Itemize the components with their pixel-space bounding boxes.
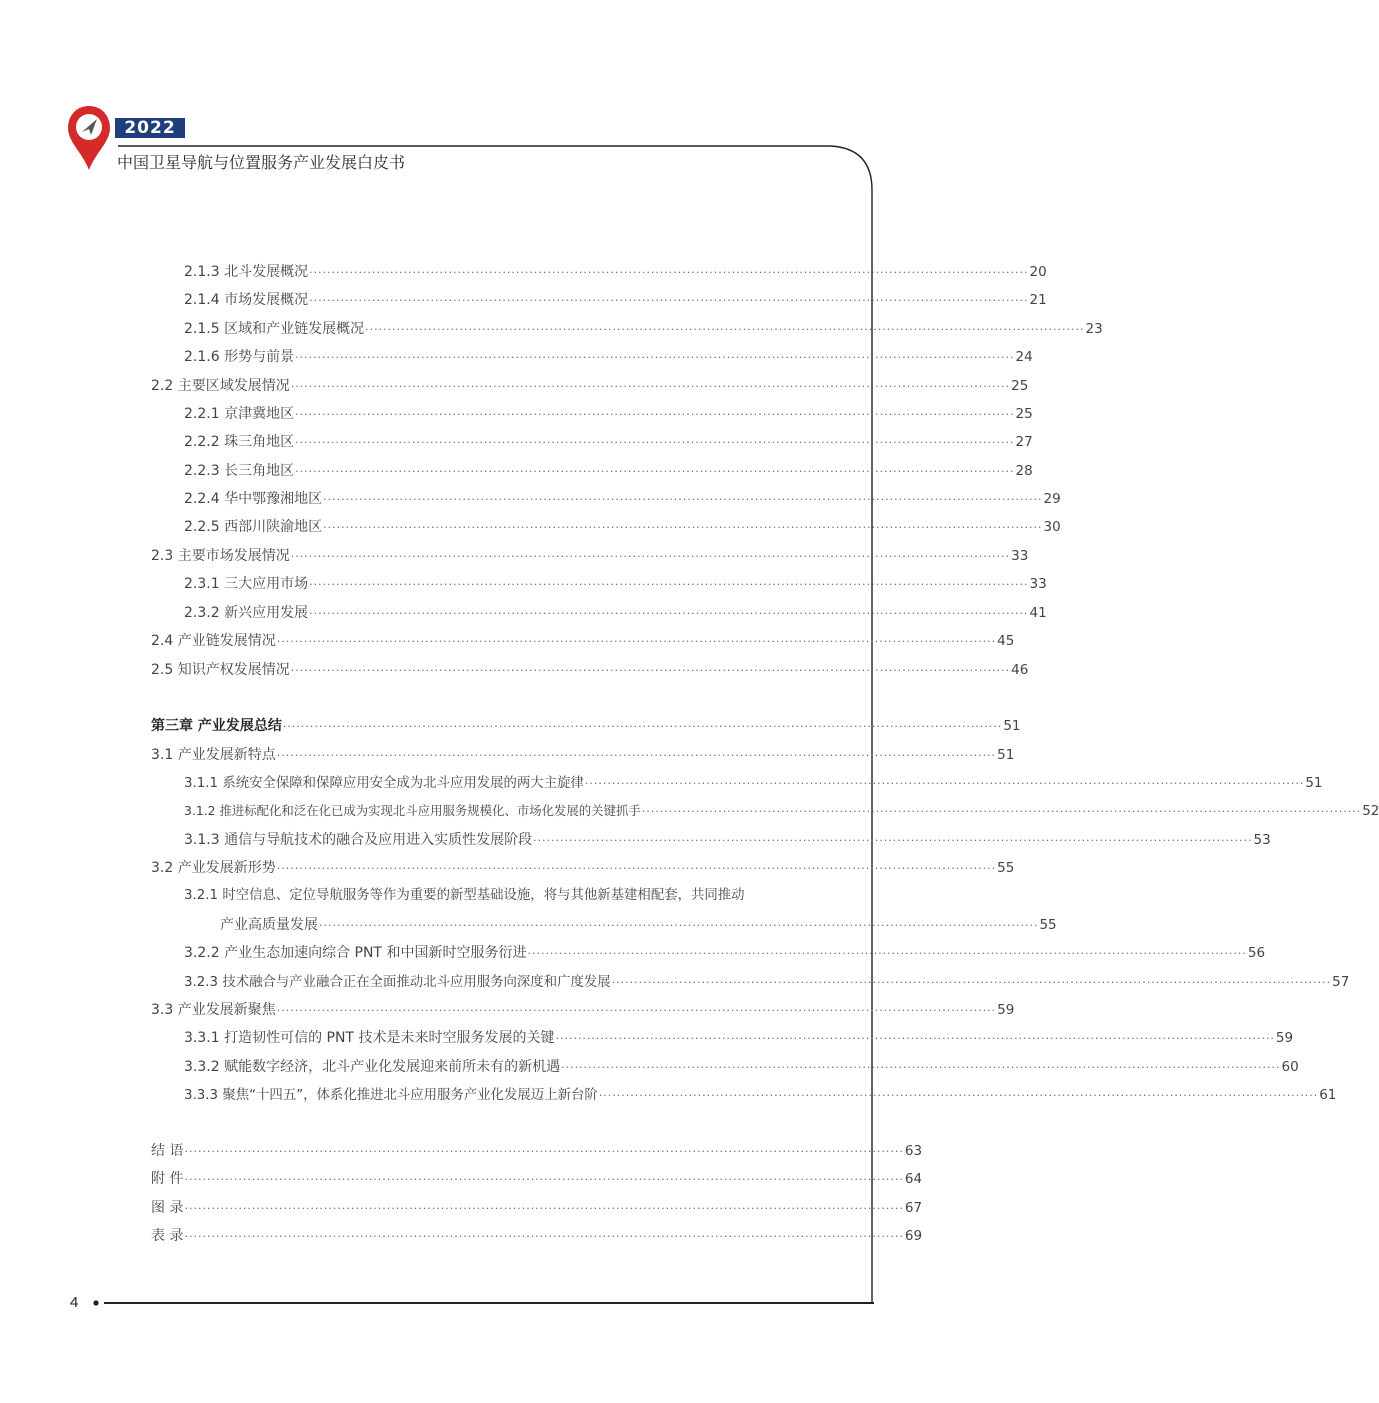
toc-entry[interactable]: 2.2.3 长三角地区 ································································································································································ 28 [184, 463, 1033, 479]
toc-entry[interactable]: 3.2.3 技术融合与产业融合正在全面推动北斗应用服务向深度和广度发展 ································································································································································ 57 [184, 974, 1350, 990]
toc-entry[interactable]: 3.2 产业发展新形势 ································································································································································ 55 [151, 860, 1015, 876]
toc-entry[interactable]: 2.1.3 北斗发展概况 ································································································································································ 20 [184, 264, 1047, 280]
toc-entry[interactable]: 表 录 ································································································································································ 69 [151, 1228, 923, 1244]
toc-entry[interactable]: 2.2.4 华中鄂豫湘地区 ································································································································································ 29 [184, 491, 1061, 507]
toc-entry[interactable]: 2.4 产业链发展情况 ································································································································································ 45 [151, 633, 1015, 649]
toc-entry[interactable]: 2.3 主要市场发展情况 ································································································································································ 33 [151, 548, 1029, 564]
toc-entry[interactable]: 2.1.4 市场发展概况 ································································································································································ 21 [184, 292, 1047, 308]
toc-entry[interactable]: 3.3.1 打造韧性可信的 PNT 技术是未来时空服务发展的关键 ································································································································································ 59 [184, 1030, 1294, 1046]
toc-entry[interactable]: 3.3.2 赋能数字经济，北斗产业化发展迎来前所未有的新机遇 ································································································································································ 60 [184, 1059, 1299, 1075]
toc-entry[interactable]: 3.1.2 推进标配化和泛在化已成为实现北斗应用服务规模化、市场化发展的关键抓手 ································································································································································ 52 [184, 803, 1379, 819]
toc-entry[interactable]: 2.3.1 三大应用市场 ································································································································································ 33 [184, 576, 1047, 592]
toc-entry[interactable]: 2.2.5 西部川陕渝地区 ································································································································································ 30 [184, 519, 1061, 535]
toc-entry[interactable]: 2.1.5 区域和产业链发展概况 ································································································································································ 23 [184, 321, 1103, 337]
toc-entry-continuation[interactable]: 3.2.1 时空信息、定位导航服务等作为重要的新型基础设施，将与其他新基建相配套，共同推动 [184, 888, 745, 903]
toc-entry[interactable]: 3.1.1 系统安全保障和保障应用安全成为北斗应用发展的两大主旋律 ································································································································································ 51 [184, 775, 1323, 791]
book-title: 中国卫星导航与位置服务产业发展白皮书 [117, 153, 406, 172]
toc-entry[interactable]: 附 件 ································································································································································ 64 [151, 1171, 923, 1187]
toc-chapter-entry[interactable]: 第三章 产业发展总结 ································································································································································ 51 [151, 718, 1021, 734]
toc-entry[interactable]: 3.3.3 聚焦“十四五”，体系化推进北斗应用服务产业化发展迈上新台阶 ································································································································································ 61 [184, 1087, 1337, 1103]
toc-entry[interactable]: 2.2 主要区域发展情况 ································································································································································ 25 [151, 378, 1029, 394]
toc-entry[interactable]: 3.1 产业发展新特点 ································································································································································ 51 [151, 747, 1015, 763]
toc-entry[interactable]: 结 语 ································································································································································ 63 [151, 1143, 923, 1159]
toc-entry[interactable]: 图 录 ································································································································································ 67 [151, 1200, 923, 1216]
toc-entry[interactable]: 2.2.1 京津冀地区 ································································································································································ 25 [184, 406, 1033, 422]
year-badge: 2022 [115, 118, 185, 138]
page-number: 4 [70, 1294, 79, 1311]
toc-entry[interactable]: 3.1.3 通信与导航技术的融合及应用进入实质性发展阶段 ································································································································································ 53 [184, 832, 1271, 848]
toc-entry[interactable]: 3.2.2 产业生态加速向综合 PNT 和中国新时空服务衍进 ································································································································································ 56 [184, 945, 1266, 961]
toc-entry[interactable]: 2.2.2 珠三角地区 ································································································································································ 27 [184, 434, 1033, 450]
toc-entry[interactable]: 2.3.2 新兴应用发展 ································································································································································ 41 [184, 605, 1047, 621]
toc-entry[interactable]: 3.3 产业发展新聚焦 ································································································································································ 59 [151, 1002, 1015, 1018]
toc-entry[interactable]: 产业高质量发展 ································································································································································ 55 [220, 917, 1057, 933]
map-pin-arrow-icon [66, 104, 112, 172]
toc-entry[interactable]: 2.1.6 形势与前景 ································································································································································ 24 [184, 349, 1033, 365]
toc-entry[interactable]: 2.5 知识产权发展情况 ································································································································································ 46 [151, 662, 1029, 678]
